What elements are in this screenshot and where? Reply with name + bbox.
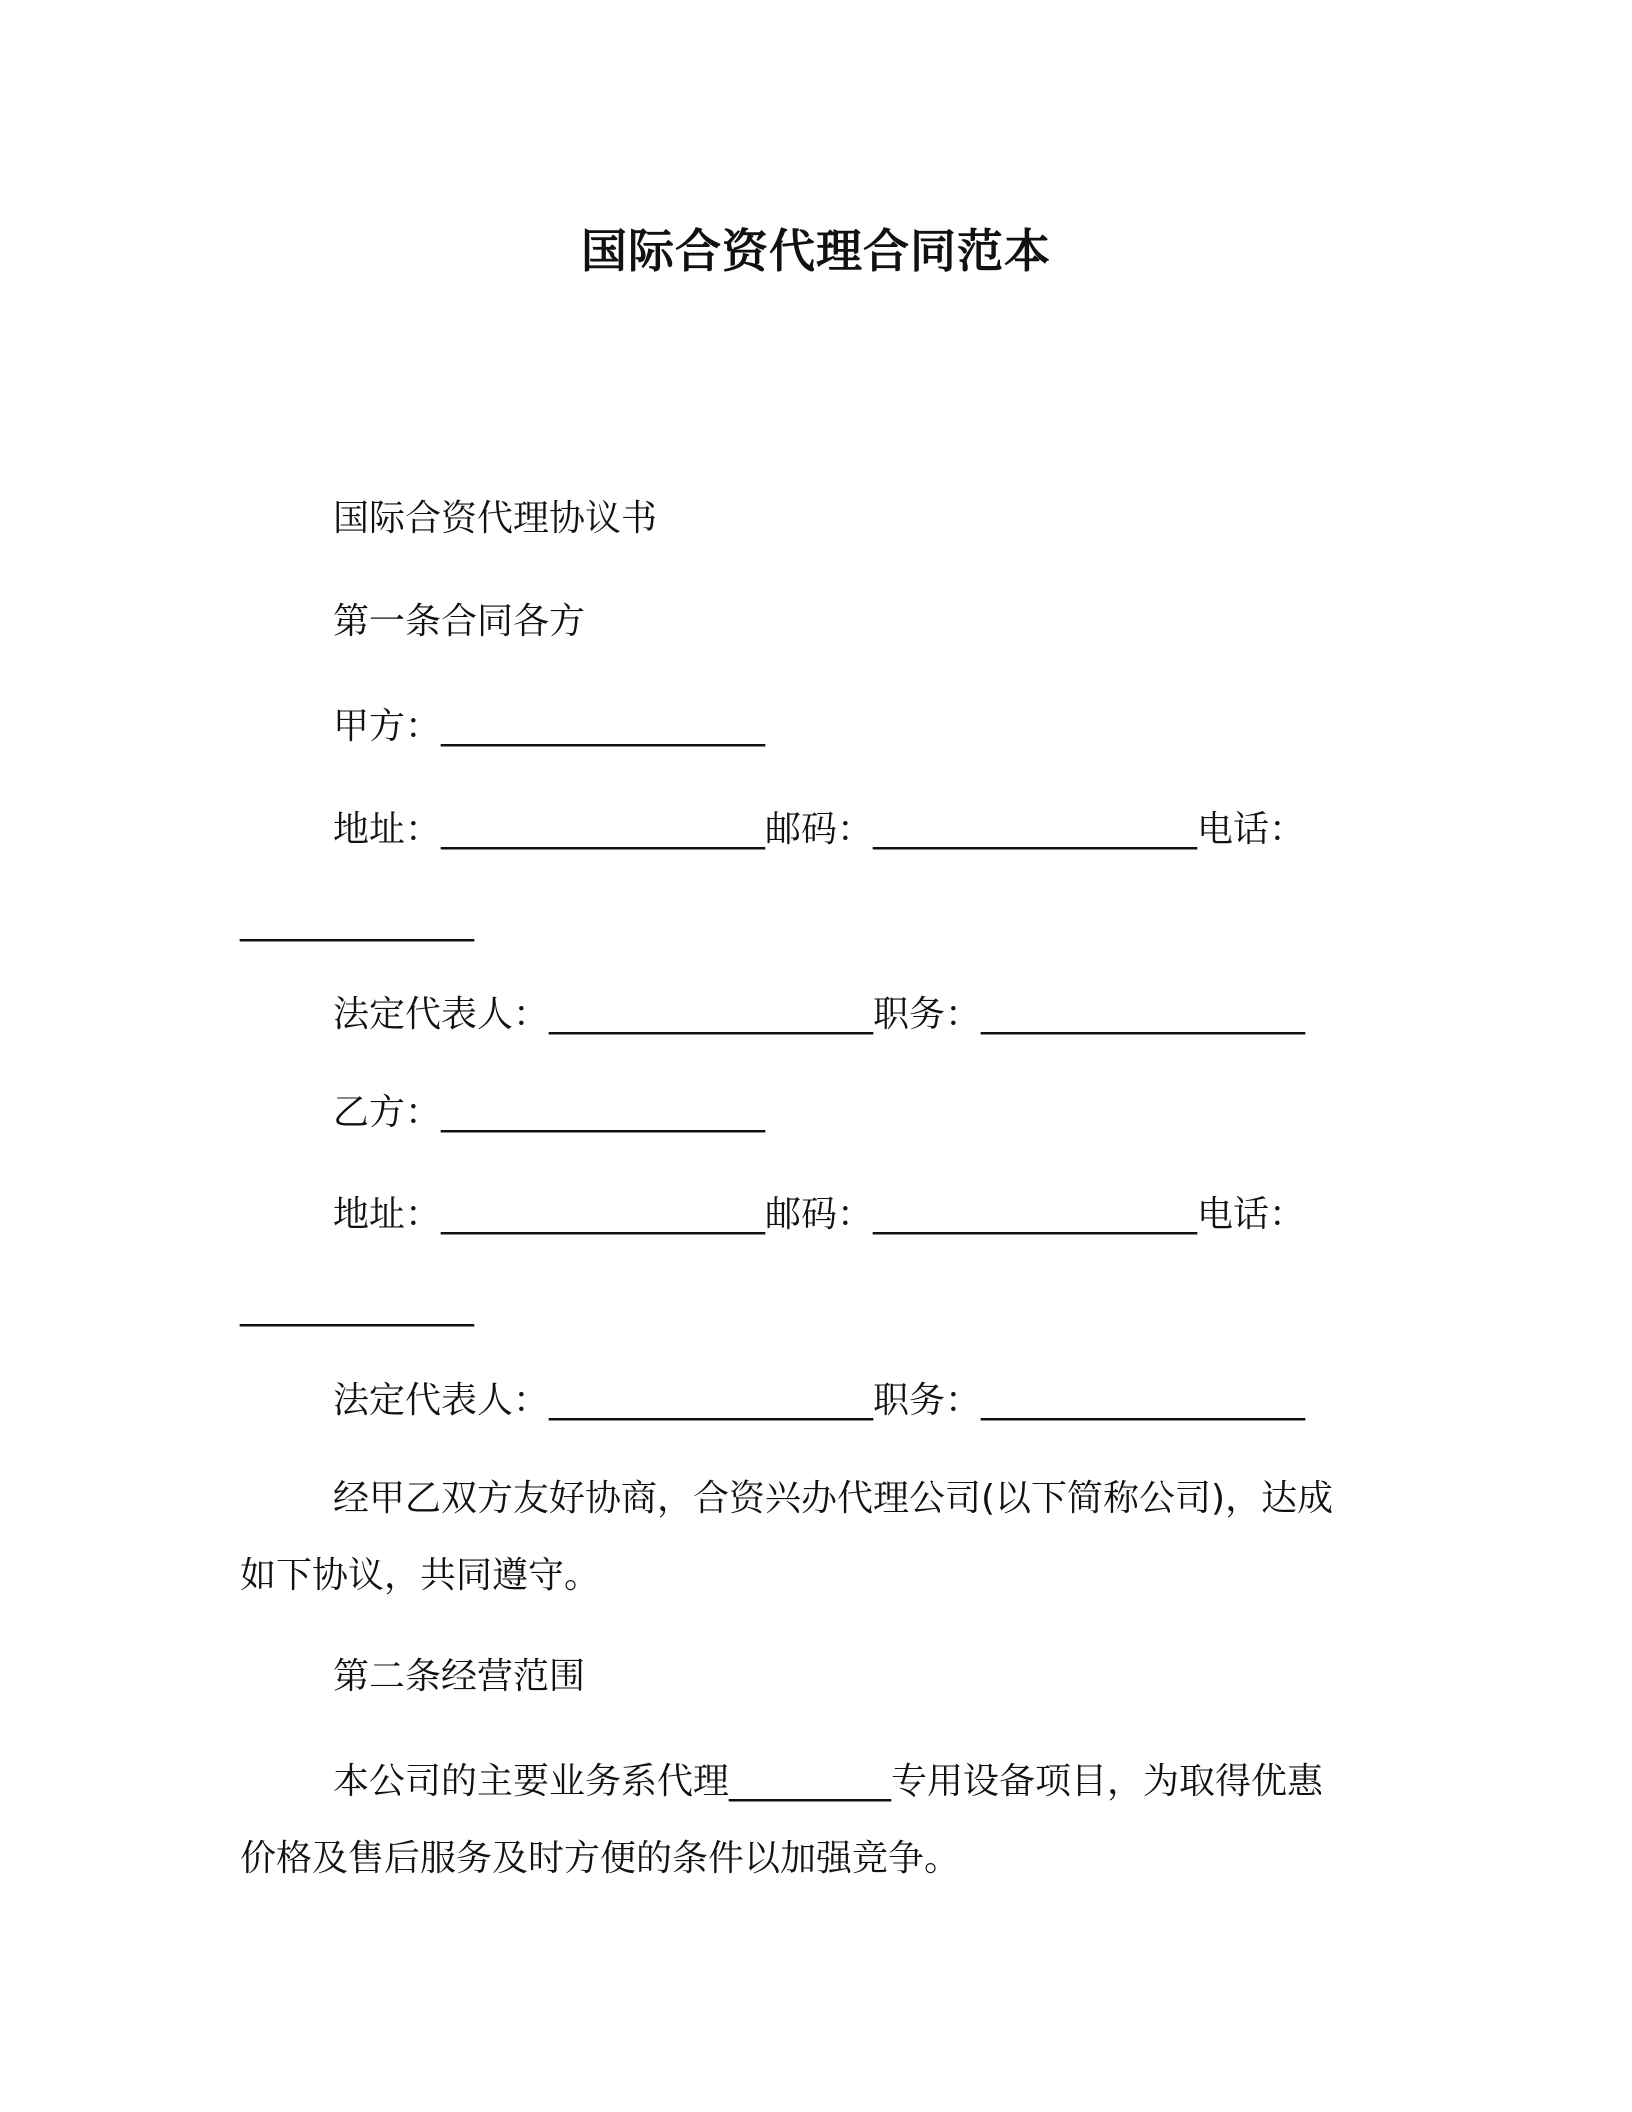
party-a-line: 甲方：__________________	[333, 706, 766, 747]
preamble-line-2: 如下协议，共同遵守。	[240, 1555, 601, 1596]
party-a-address-line: 地址：__________________邮码：__________________电话：	[333, 809, 1306, 850]
business-scope-line-1: 本公司的主要业务系代理_________专用设备项目，为取得优惠	[333, 1761, 1324, 1802]
article-1-heading: 第一条合同各方	[333, 601, 586, 642]
party-a-phone-blank: _____________	[240, 901, 474, 942]
document-title: 国际合资代理合同范本	[581, 224, 1051, 278]
party-b-address-line: 地址：__________________邮码：__________________电话：	[333, 1194, 1306, 1235]
party-b-phone-blank: _____________	[240, 1286, 474, 1327]
party-b-line: 乙方：__________________	[333, 1092, 766, 1133]
party-b-representative-line: 法定代表人：__________________职务：__________________	[333, 1380, 1306, 1421]
business-scope-line-2: 价格及售后服务及时方便的条件以加强竞争。	[240, 1838, 961, 1879]
agreement-heading: 国际合资代理协议书	[333, 498, 658, 539]
article-2-heading: 第二条经营范围	[333, 1656, 586, 1697]
preamble-line-1: 经甲乙双方友好协商，合资兴办代理公司(以下简称公司)，达成	[333, 1478, 1334, 1519]
party-a-representative-line: 法定代表人：__________________职务：__________________	[333, 994, 1306, 1035]
